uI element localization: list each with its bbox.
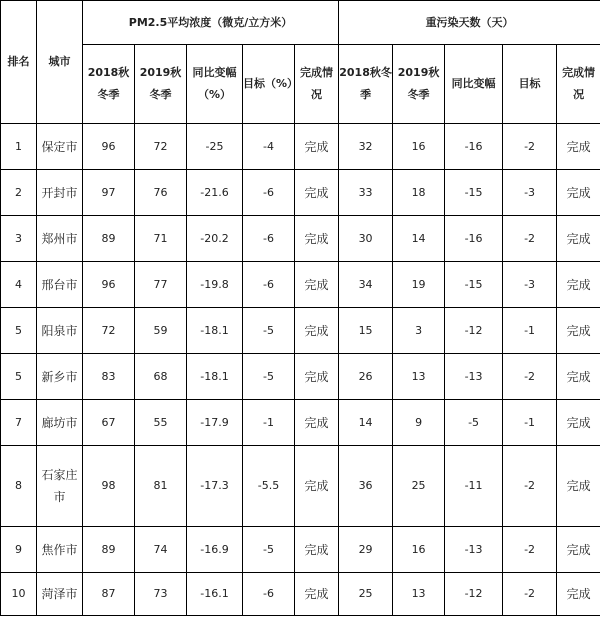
- heavy-2018-cell: 33: [339, 170, 393, 216]
- heavy-change-cell: -5: [445, 400, 503, 446]
- city-cell: 阳泉市: [37, 308, 83, 354]
- heavy-2019-cell: 3: [393, 308, 445, 354]
- pm-status-cell: 完成: [295, 170, 339, 216]
- rank-cell: 4: [1, 262, 37, 308]
- pm-status-cell: 完成: [295, 308, 339, 354]
- table-row: [1, 446, 600, 527]
- heavy-target-cell: -2: [503, 527, 557, 573]
- heavy-target-cell: -2: [503, 216, 557, 262]
- heavy-2018-cell: 32: [339, 124, 393, 170]
- pm-status-cell: 完成: [295, 216, 339, 262]
- heavy-2018-cell: 34: [339, 262, 393, 308]
- pm-change-cell: -17.3: [187, 446, 243, 527]
- pm-status-cell: 完成: [295, 124, 339, 170]
- table-row: [1, 170, 600, 216]
- city-cell: 菏泽市: [37, 573, 83, 616]
- heavy-change-cell: -11: [445, 446, 503, 527]
- heavy-pollution-group-header: 重污染天数（天）: [339, 1, 600, 45]
- pm-2018-cell: 83: [83, 354, 135, 400]
- pm-2019-cell: 77: [135, 262, 187, 308]
- pm-change-cell: -25: [187, 124, 243, 170]
- heavy-2019-cell: 9: [393, 400, 445, 446]
- pm-change-cell: -18.1: [187, 308, 243, 354]
- heavy-target-cell: -1: [503, 308, 557, 354]
- pm-target-cell: -6: [243, 262, 295, 308]
- heavy-target-cell: -2: [503, 446, 557, 527]
- heavy-2018-cell: 25: [339, 573, 393, 616]
- pm-2018-cell: 72: [83, 308, 135, 354]
- heavy-2019-cell: 18: [393, 170, 445, 216]
- pm-target-cell: -5: [243, 527, 295, 573]
- pm-change-cell: -17.9: [187, 400, 243, 446]
- rank-cell: 2: [1, 170, 37, 216]
- heavy-2019-cell: 13: [393, 573, 445, 616]
- city-header: 城市: [37, 1, 83, 124]
- pm-status-cell: 完成: [295, 400, 339, 446]
- heavy-2018-cell: 36: [339, 446, 393, 527]
- heavy-2019-cell: 14: [393, 216, 445, 262]
- pm-target-cell: -5.5: [243, 446, 295, 527]
- heavy-2019-cell: 16: [393, 527, 445, 573]
- pm-change-cell: -19.8: [187, 262, 243, 308]
- table-row: [1, 308, 600, 354]
- pm-2019-cell: 76: [135, 170, 187, 216]
- city-cell: 开封市: [37, 170, 83, 216]
- pm-2018-cell: 98: [83, 446, 135, 527]
- city-cell: 保定市: [37, 124, 83, 170]
- table-row: [1, 262, 600, 308]
- heavy-2019-cell: 13: [393, 354, 445, 400]
- pm-2019-cell: 73: [135, 573, 187, 616]
- heavy-change-cell: -12: [445, 573, 503, 616]
- pm-target-cell: -5: [243, 308, 295, 354]
- pm-status-cell: 完成: [295, 354, 339, 400]
- pm-2019-cell: 55: [135, 400, 187, 446]
- heavy-change-cell: -12: [445, 308, 503, 354]
- pm-2018-cell: 96: [83, 124, 135, 170]
- pm-2019-header: 2019秋冬季: [135, 45, 187, 124]
- table-row: [1, 573, 600, 616]
- heavy-2018-cell: 29: [339, 527, 393, 573]
- heavy-2018-cell: 15: [339, 308, 393, 354]
- pm-2018-cell: 87: [83, 573, 135, 616]
- table-row: [1, 400, 600, 446]
- pm-2019-cell: 74: [135, 527, 187, 573]
- pm-status-header: 完成情况: [295, 45, 339, 124]
- rank-cell: 7: [1, 400, 37, 446]
- heavy-2019-cell: 16: [393, 124, 445, 170]
- table-row: [1, 124, 600, 170]
- pm-2018-cell: 89: [83, 216, 135, 262]
- heavy-2019-header: 2019秋冬季: [393, 45, 445, 124]
- pm-target-cell: -6: [243, 573, 295, 616]
- pm-target-cell: -6: [243, 216, 295, 262]
- heavy-status-cell: 完成: [557, 170, 600, 216]
- rank-cell: 5: [1, 308, 37, 354]
- city-cell: 邢台市: [37, 262, 83, 308]
- pm-2018-cell: 97: [83, 170, 135, 216]
- pm-change-header: 同比变幅（%）: [187, 45, 243, 124]
- rank-cell: 9: [1, 527, 37, 573]
- heavy-2018-header: 2018秋冬季: [339, 45, 393, 124]
- pm-target-cell: -5: [243, 354, 295, 400]
- pm-2019-cell: 68: [135, 354, 187, 400]
- heavy-target-cell: -3: [503, 170, 557, 216]
- pm25-group-header: PM2.5平均浓度（微克/立方米）: [83, 1, 339, 45]
- heavy-status-header: 完成情况: [557, 45, 600, 124]
- rank-cell: 1: [1, 124, 37, 170]
- heavy-status-cell: 完成: [557, 354, 600, 400]
- heavy-target-cell: -1: [503, 400, 557, 446]
- city-cell: 郑州市: [37, 216, 83, 262]
- rank-header: 排名: [1, 1, 37, 124]
- table-row: [1, 527, 600, 573]
- heavy-target-cell: -2: [503, 124, 557, 170]
- pm-status-cell: 完成: [295, 527, 339, 573]
- city-cell: 新乡市: [37, 354, 83, 400]
- heavy-2018-cell: 26: [339, 354, 393, 400]
- pm-change-cell: -16.9: [187, 527, 243, 573]
- heavy-2018-cell: 14: [339, 400, 393, 446]
- heavy-change-cell: -15: [445, 262, 503, 308]
- heavy-status-cell: 完成: [557, 308, 600, 354]
- pm-2018-cell: 67: [83, 400, 135, 446]
- heavy-status-cell: 完成: [557, 400, 600, 446]
- heavy-target-cell: -3: [503, 262, 557, 308]
- heavy-target-cell: -2: [503, 354, 557, 400]
- pm-change-cell: -16.1: [187, 573, 243, 616]
- pm-status-cell: 完成: [295, 262, 339, 308]
- heavy-status-cell: 完成: [557, 262, 600, 308]
- heavy-target-cell: -2: [503, 573, 557, 616]
- pm-2018-cell: 96: [83, 262, 135, 308]
- heavy-change-cell: -13: [445, 527, 503, 573]
- pm-2019-cell: 81: [135, 446, 187, 527]
- pm-target-cell: -6: [243, 170, 295, 216]
- rank-cell: 3: [1, 216, 37, 262]
- heavy-target-header: 目标: [503, 45, 557, 124]
- table-row: [1, 216, 600, 262]
- pm-status-cell: 完成: [295, 446, 339, 527]
- rank-cell: 8: [1, 446, 37, 527]
- heavy-status-cell: 完成: [557, 124, 600, 170]
- heavy-status-cell: 完成: [557, 573, 600, 616]
- pm-change-cell: -20.2: [187, 216, 243, 262]
- heavy-status-cell: 完成: [557, 446, 600, 527]
- pm-2018-cell: 89: [83, 527, 135, 573]
- heavy-change-cell: -16: [445, 124, 503, 170]
- pm-target-header: 目标（%）: [243, 45, 295, 124]
- city-cell: 石家庄市: [37, 446, 83, 527]
- table-row: [1, 354, 600, 400]
- pm-target-cell: -4: [243, 124, 295, 170]
- heavy-2019-cell: 19: [393, 262, 445, 308]
- heavy-change-cell: -16: [445, 216, 503, 262]
- pm-change-cell: -21.6: [187, 170, 243, 216]
- heavy-2018-cell: 30: [339, 216, 393, 262]
- pm-2019-cell: 71: [135, 216, 187, 262]
- pm-status-cell: 完成: [295, 573, 339, 616]
- city-cell: 焦作市: [37, 527, 83, 573]
- pm-target-cell: -1: [243, 400, 295, 446]
- pm-2018-header: 2018秋冬季: [83, 45, 135, 124]
- heavy-change-header: 同比变幅: [445, 45, 503, 124]
- heavy-status-cell: 完成: [557, 527, 600, 573]
- pm-2019-cell: 72: [135, 124, 187, 170]
- heavy-2019-cell: 25: [393, 446, 445, 527]
- pm-change-cell: -18.1: [187, 354, 243, 400]
- heavy-change-cell: -15: [445, 170, 503, 216]
- rank-cell: 10: [1, 573, 37, 616]
- pm-2019-cell: 59: [135, 308, 187, 354]
- rank-cell: 5: [1, 354, 37, 400]
- heavy-change-cell: -13: [445, 354, 503, 400]
- city-cell: 廊坊市: [37, 400, 83, 446]
- heavy-status-cell: 完成: [557, 216, 600, 262]
